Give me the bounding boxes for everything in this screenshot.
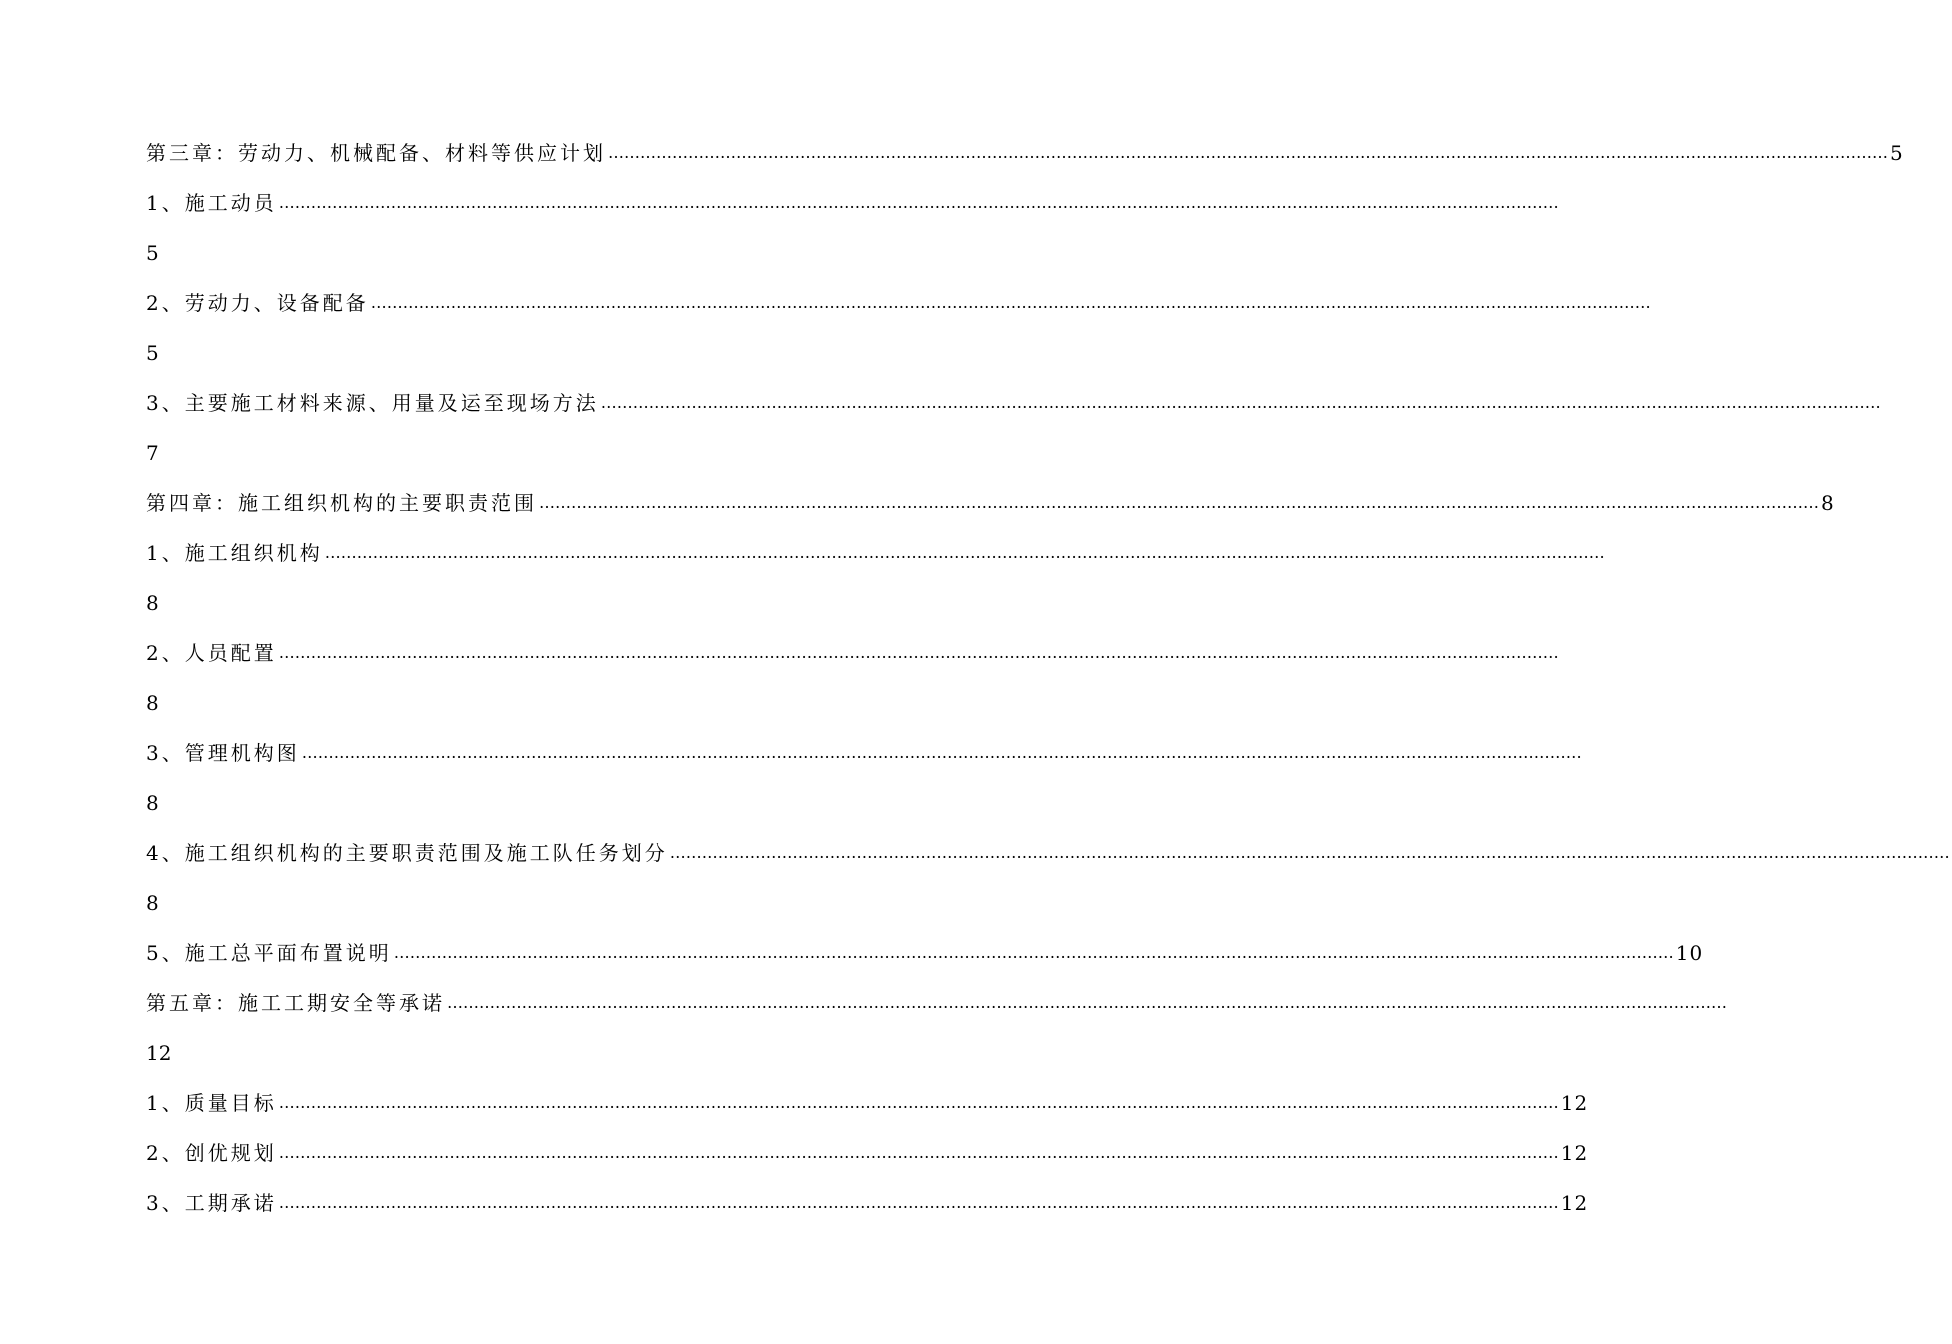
dot-leader: …………………………………………………………………………………………………………………………………………………………………………………………………………………… xyxy=(278,1193,1559,1212)
table-of-contents xyxy=(146,128,1950,1228)
toc-entry[interactable] xyxy=(146,1128,1589,1178)
toc-entry-page-number: 8 xyxy=(146,891,159,915)
toc-entry-label: 4、施工组织机构的主要职责范围及施工队任务划分 xyxy=(146,841,668,865)
toc-entry-label: 第五章：施工工期安全等承诺 xyxy=(146,991,445,1015)
toc-entry[interactable] xyxy=(146,978,1727,1028)
toc-entry[interactable] xyxy=(146,178,1559,228)
toc-entry-label: 1、施工动员 xyxy=(146,191,277,215)
toc-entry[interactable] xyxy=(146,1178,1589,1228)
dot-leader: …………………………………………………………………………………………………………………………………………………………………………………………………………………… xyxy=(539,493,1819,512)
toc-entry-page-number: 12 xyxy=(1560,1191,1589,1215)
dot-leader: …………………………………………………………………………………………………………………………………………………………………………………………………………………… xyxy=(600,393,1881,412)
toc-entry-label: 2、人员配置 xyxy=(146,641,277,665)
dot-leader: …………………………………………………………………………………………………………………………………………………………………………………………………………………… xyxy=(278,1093,1559,1112)
toc-entry-page-number: 8 xyxy=(146,691,159,715)
dot-leader: …………………………………………………………………………………………………………………………………………………………………………………………………………………… xyxy=(278,1143,1559,1162)
toc-entry[interactable] xyxy=(146,278,1651,328)
toc-entry-label: 2、创优规划 xyxy=(146,1141,277,1165)
toc-entry[interactable] xyxy=(146,128,1904,178)
toc-entry-label: 3、管理机构图 xyxy=(146,741,300,765)
toc-entry-page-number: 8 xyxy=(1821,491,1835,515)
dot-leader: …………………………………………………………………………………………………………………………………………………………………………………………………………………… xyxy=(278,643,1559,662)
toc-entry[interactable] xyxy=(146,728,1582,778)
dot-leader: …………………………………………………………………………………………………………………………………………………………………………………………………………………… xyxy=(370,293,1651,312)
toc-entry[interactable] xyxy=(146,928,1704,978)
toc-entry-label: 第四章：施工组织机构的主要职责范围 xyxy=(146,491,537,515)
toc-entry[interactable] xyxy=(146,1078,1589,1128)
toc-entry-page-number: 7 xyxy=(146,441,159,465)
toc-entry-label: 1、质量目标 xyxy=(146,1091,277,1115)
toc-entry-label: 3、工期承诺 xyxy=(146,1191,277,1215)
dot-leader: …………………………………………………………………………………………………………………………………………………………………………………………………………………… xyxy=(669,843,1950,862)
toc-entry-page-number: 5 xyxy=(1890,141,1904,165)
toc-entry-label: 2、劳动力、设备配备 xyxy=(146,291,369,315)
dot-leader: …………………………………………………………………………………………………………………………………………………………………………………………………………………… xyxy=(301,743,1582,762)
toc-entry-page-number: 5 xyxy=(146,341,159,365)
dot-leader: …………………………………………………………………………………………………………………………………………………………………………………………………………………… xyxy=(278,193,1559,212)
toc-entry-page-number: 12 xyxy=(146,1041,172,1065)
toc-entry-label: 3、主要施工材料来源、用量及运至现场方法 xyxy=(146,391,599,415)
toc-entry-page-number: 10 xyxy=(1675,941,1704,965)
toc-entry-page-number: 8 xyxy=(146,791,159,815)
dot-leader: …………………………………………………………………………………………………………………………………………………………………………………………………………………… xyxy=(447,993,1727,1012)
toc-entry[interactable] xyxy=(146,628,1559,678)
toc-entry-label: 第三章：劳动力、机械配备、材料等供应计划 xyxy=(146,141,606,165)
toc-entry[interactable] xyxy=(146,828,1950,878)
toc-entry-page-number: 12 xyxy=(1560,1091,1589,1115)
toc-entry-page-number: 8 xyxy=(146,591,159,615)
toc-entry[interactable] xyxy=(146,478,1835,528)
dot-leader: …………………………………………………………………………………………………………………………………………………………………………………………………………………… xyxy=(608,143,1888,162)
toc-entry[interactable] xyxy=(146,528,1605,578)
dot-leader: …………………………………………………………………………………………………………………………………………………………………………………………………………………… xyxy=(393,943,1674,962)
dot-leader: …………………………………………………………………………………………………………………………………………………………………………………………………………………… xyxy=(324,543,1605,562)
toc-entry-label: 1、施工组织机构 xyxy=(146,541,323,565)
toc-entry-label: 5、施工总平面布置说明 xyxy=(146,941,392,965)
toc-entry-page-number: 12 xyxy=(1560,1141,1589,1165)
toc-entry[interactable] xyxy=(146,378,1881,428)
toc-entry-page-number: 5 xyxy=(146,241,159,265)
